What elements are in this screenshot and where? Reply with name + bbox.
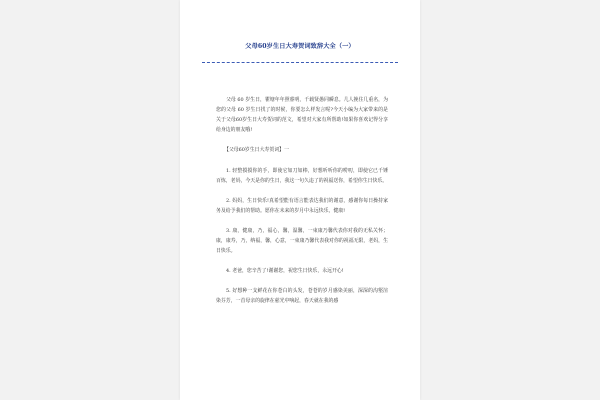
title-divider [202, 62, 398, 63]
list-item: 3. 康，健康，乃，福心，馨，温馨，一束康乃馨代表你对我的无私关怀；康，康寿，乃，纳福，馨，心意，一束康乃馨代表我对你的祝福无限，老妈，生日快乐。 [216, 228, 388, 254]
list-item: 2. 妈妈，生日快乐!真希望能有语言能表达我们的谢意，感谢你每日操持家务及给予我们的帮助。愿你在未来的岁月中永远快乐，健康! [216, 198, 388, 214]
list-item: 4. 老爸，您辛苦了!谢谢您，祝您生日快乐，永远开心! [226, 268, 344, 274]
list-item: 1. 轻整摸摸你的手，即使它如刀如棒，好想听听你的唠叨，即使它已千锤百炼，老妈，今天是你的生日，我这一句久违了的祝福送你，希望你生日快乐。 [216, 168, 388, 184]
section-heading: 【父母60岁生日大寿贺词】一 [224, 147, 289, 153]
document-page [180, 0, 420, 400]
document-title: 父母60岁生日大寿贺词致辞大全（一） [245, 43, 355, 50]
intro-paragraph: 父母 60 岁生日，瞿塘年年照睿明，千载贤愚同瞬息。几人挽住几重名，为您的父母 60 岁生日找了的时候，你要怎么样发言呢?今天小编为大家带来的是关于父母60岁生日大寿贺词的范文，希望对大家有所帮助!如果你喜欢记得分享给身边的朋友哦! [216, 97, 388, 133]
document-body [216, 95, 388, 316]
list-item: 5. 好想种一支鲜花在你苍白的头发，苍苍的岁月感染美丽，深深的沟壑渲染芬芳，一首母亲的旋律在慈光中响起，春天就在我的感 [216, 288, 388, 304]
